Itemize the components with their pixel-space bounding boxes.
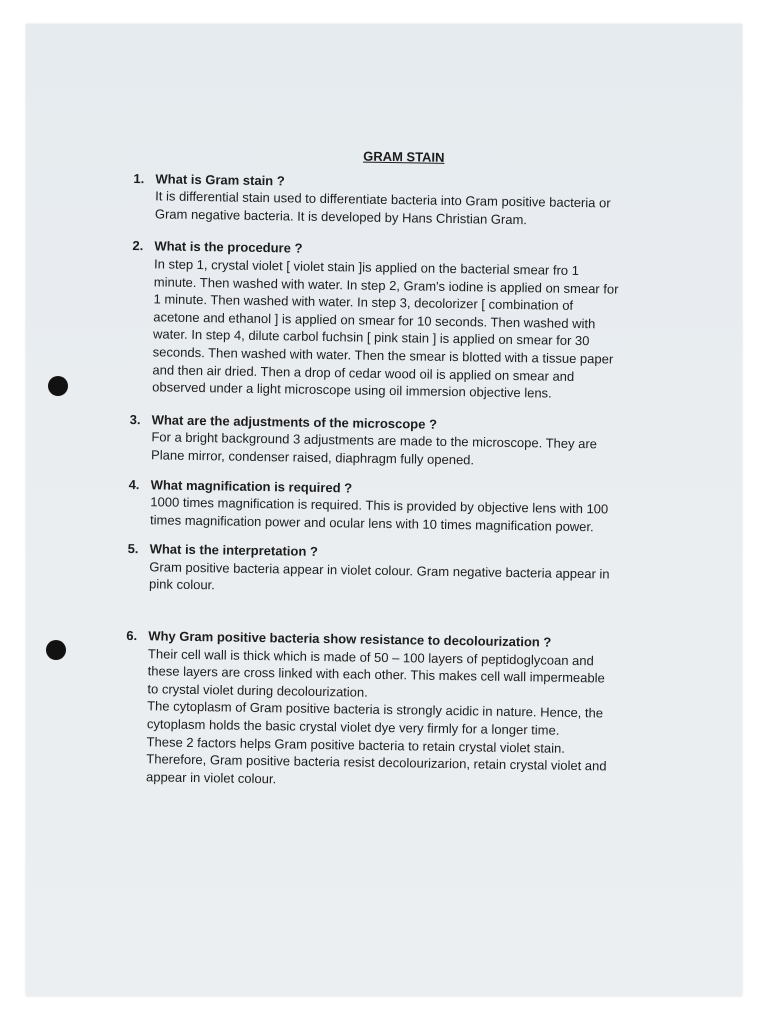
- question-number: 3.: [129, 411, 141, 427]
- answer-text: Gram positive bacteria appear in violet colour. Gram negative bacteria appear in pink colour.: [148, 559, 610, 593]
- question-block-4: [128, 475, 649, 536]
- question-text: What is the procedure ?: [154, 238, 303, 257]
- question-block-6: [124, 627, 646, 793]
- question-block-3: [129, 411, 650, 472]
- punch-hole-icon: [46, 640, 66, 660]
- punch-hole-icon: [48, 376, 68, 396]
- question-text: What is Gram stain ?: [155, 170, 285, 188]
- question-number: 1.: [133, 170, 145, 186]
- answer-text: In step 1, crystal violet [ violet stain ]is applied on the bacterial smear fro 1 minute. Then washed with water. In step 2, Gram's iodine is applied on smear for 1 minute. Then washed with water. In step 3, decolorizer [ combination of acetone and ethanol ] is applied on smear for 10 seconds. Then washed with water. In step 4, dilute carbol fuchsin [ pink stain ] is applied on smear for 30 seconds. Then washed with water. Then the smear is blotted with a tissue paper and then air dried. Then a drop of cedar wood oil is applied on smear and observed under a light microscope using oil immersion objective lens.: [152, 256, 619, 401]
- paper-sheet: [26, 24, 742, 996]
- question-number: 5.: [127, 541, 139, 557]
- answer-text: Their cell wall is thick which is made of 50 – 100 layers of peptidoglycoan and these layers are cross linked with each other. This makes cell wall impermeable to crystal violet during decolourization. The cytoplasm of Gram positive bacteria is strongly acidic in nature. Hence, the cytoplasm holds the basic crystal violet dye very firmly for a longer time. These 2 factors helps Gram positive bacteria to retain crystal violet stain. Therefore, Gram positive bacteria resist decolourizarion, retain crystal violet and appear in violet colour.: [145, 645, 607, 787]
- question-text: What are the adjustments of the microscope ?: [151, 412, 438, 432]
- question-text: What magnification is required ?: [150, 476, 353, 495]
- question-block-2: [130, 237, 652, 403]
- question-text: Why Gram positive bacteria show resistance to decolourization ?: [148, 628, 552, 650]
- question-block-1: [133, 170, 654, 231]
- answer-text: 1000 times magnification is required. This is provided by objective lens with 100 times magnification power and ocular lens with 10 times magnification power.: [149, 494, 609, 534]
- answer-text: It is differential stain used to differentiate bacteria into Gram positive bacteria or Gram negative bacteria. It is developed by Hans Christian Gram.: [154, 188, 611, 227]
- page-title: GRAM STAIN: [363, 148, 445, 165]
- answer-text: For a bright background 3 adjustments are made to the microscope. They are Plane mirror, condenser raised, diaphragm fully opened.: [151, 429, 598, 468]
- document-content: [124, 144, 654, 793]
- question-block-5: [127, 540, 648, 601]
- question-number: 4.: [128, 476, 140, 492]
- question-number: 2.: [132, 238, 144, 254]
- question-number: 6.: [126, 628, 138, 644]
- question-text: What is the interpretation ?: [149, 541, 319, 560]
